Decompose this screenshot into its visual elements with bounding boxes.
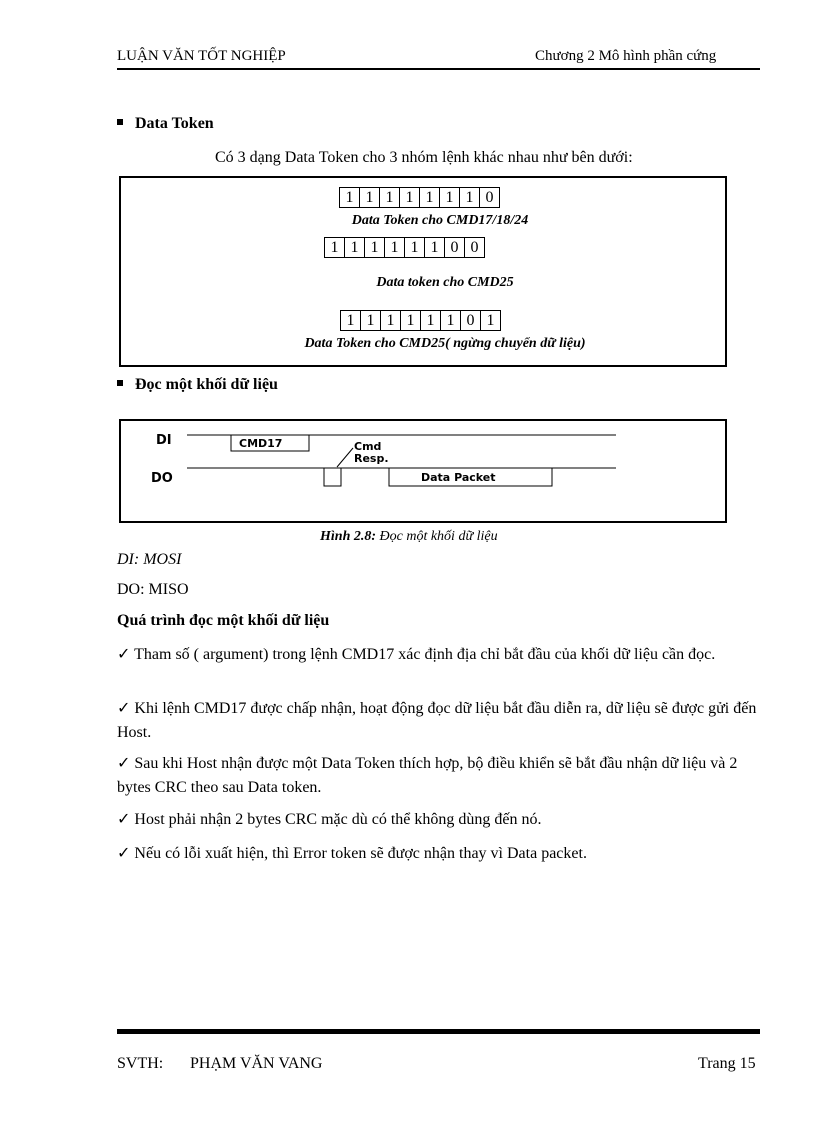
- footer-author: PHẠM VĂN VANG: [190, 1055, 323, 1072]
- di-mosi: DI: MOSI: [117, 551, 182, 568]
- check-icon: ✓: [117, 755, 135, 772]
- bit-cell: 1: [424, 237, 445, 258]
- check-icon: ✓: [117, 700, 135, 717]
- token-bits-2: [325, 237, 485, 258]
- bit-cell: 1: [379, 187, 400, 208]
- bit-cell: 1: [380, 310, 401, 331]
- di-label: DI: [156, 433, 172, 448]
- bit-cell: 1: [360, 310, 381, 331]
- process-item-text: Sau khi Host nhận được một Data Token thích hợp, bộ điều khiển sẽ bắt đầu nhận dữ liệu và 2 bytes CRC theo sau Data token.: [117, 755, 738, 796]
- section-title: Đọc một khối dữ liệu: [135, 376, 278, 393]
- bit-cell: 1: [420, 310, 441, 331]
- check-icon: ✓: [117, 811, 135, 828]
- bit-cell: 1: [404, 237, 425, 258]
- footer-page-number: Trang 15: [698, 1055, 756, 1072]
- bit-cell: 0: [444, 237, 465, 258]
- section-heading-data-token: [117, 115, 214, 133]
- token-caption-2: Data token cho CMD25: [376, 275, 514, 290]
- bit-cell: 1: [344, 237, 365, 258]
- data-packet-label: Data Packet: [421, 471, 496, 484]
- bit-cell: 1: [440, 310, 461, 331]
- token-bits-3: [341, 310, 501, 331]
- bit-cell: 1: [480, 310, 501, 331]
- do-label: DO: [151, 471, 173, 486]
- data-token-intro: Có 3 dạng Data Token cho 3 nhóm lệnh khác nhau như bên dưới:: [215, 149, 633, 166]
- token-caption-1: Data Token cho CMD17/18/24: [351, 213, 529, 228]
- bit-cell: 0: [464, 237, 485, 258]
- footer-rule: [117, 1029, 760, 1034]
- header-rule: [117, 68, 760, 70]
- figure-title: Đọc một khối dữ liệu: [379, 529, 498, 544]
- bit-cell: 1: [459, 187, 480, 208]
- resp-label-1: Cmd: [354, 440, 382, 453]
- process-item: [117, 808, 760, 832]
- process-item-text: Tham số ( argument) trong lệnh CMD17 xác định địa chỉ bắt đầu của khối dữ liệu cần đọc.: [134, 646, 716, 663]
- bit-cell: 1: [439, 187, 460, 208]
- check-icon: ✓: [117, 845, 135, 862]
- section-heading-read-block: [117, 376, 278, 394]
- bit-cell: 1: [400, 310, 421, 331]
- process-item: [117, 697, 760, 745]
- header-title: LUẬN VĂN TỐT NGHIỆP: [117, 48, 286, 64]
- bit-cell: 1: [359, 187, 380, 208]
- do-miso: DO: MISO: [117, 581, 189, 598]
- bit-cell: 1: [324, 237, 345, 258]
- process-item: [117, 643, 760, 667]
- process-item: [117, 842, 760, 866]
- bit-cell: 1: [340, 310, 361, 331]
- section-title: Data Token: [135, 115, 214, 132]
- figure-number: Hình 2.8:: [320, 529, 377, 544]
- bit-cell: 0: [460, 310, 481, 331]
- process-title: Quá trình đọc một khối dữ liệu: [117, 612, 330, 629]
- figure-caption: [320, 529, 498, 545]
- resp-label-2: Resp.: [354, 452, 389, 465]
- process-item-text: Khi lệnh CMD17 được chấp nhận, hoạt động đọc dữ liệu bắt đầu diễn ra, dữ liệu sẽ được gửi đến Host.: [117, 700, 757, 741]
- bullet-icon: [117, 380, 123, 386]
- timing-diagram: [121, 421, 723, 519]
- bit-cell: 1: [399, 187, 420, 208]
- bit-cell: 1: [384, 237, 405, 258]
- resp-pointer: [337, 448, 353, 467]
- process-item: [117, 752, 760, 800]
- token-caption-3: Data Token cho CMD25( ngừng chuyển dữ liệu): [304, 336, 586, 351]
- bit-cell: 0: [479, 187, 500, 208]
- bit-cell: 1: [364, 237, 385, 258]
- process-item-text: Host phải nhận 2 bytes CRC mặc dù có thể không dùng đến nó.: [134, 811, 542, 828]
- bit-cell: 1: [419, 187, 440, 208]
- bit-cell: 1: [339, 187, 360, 208]
- resp-block: [324, 468, 341, 486]
- process-item-text: Nếu có lỗi xuất hiện, thì Error token sẽ được nhận thay vì Data packet.: [134, 845, 587, 862]
- check-icon: ✓: [117, 646, 135, 663]
- token-bits-1: [340, 187, 500, 208]
- bullet-icon: [117, 119, 123, 125]
- footer-svth-label: SVTH:: [117, 1055, 164, 1072]
- cmd17-label: CMD17: [239, 437, 283, 450]
- header-chapter: Chương 2 Mô hình phần cứng: [535, 48, 717, 64]
